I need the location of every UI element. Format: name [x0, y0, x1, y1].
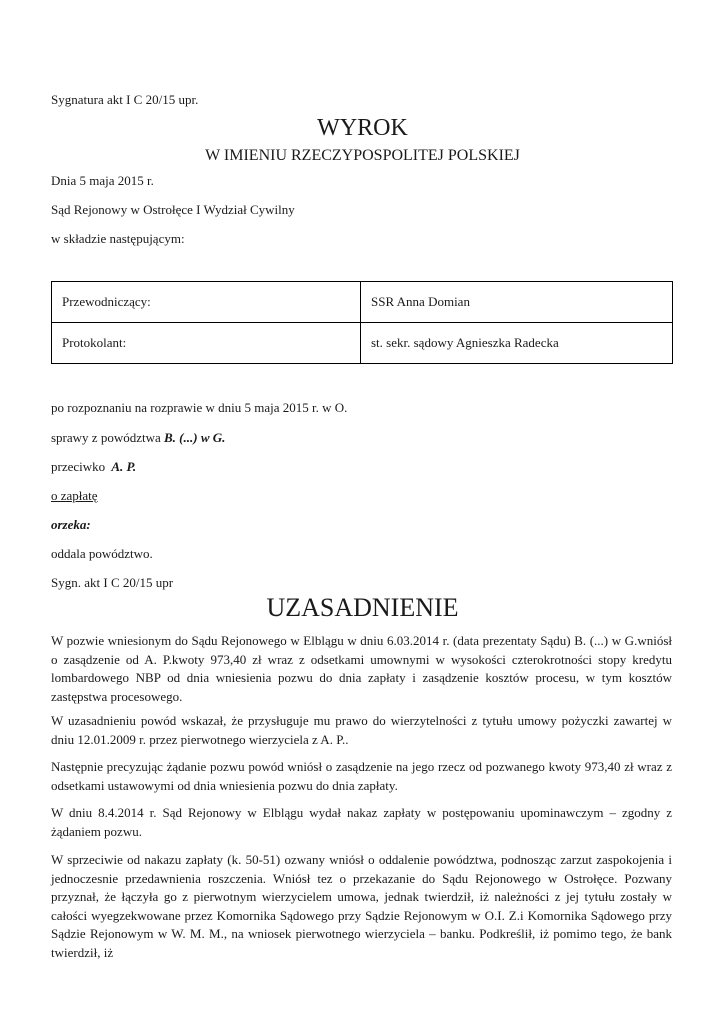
justification-paragraph: W dniu 8.4.2014 r. Sąd Rejonowy w Elblągu wydał nakaz zapłaty w postępowaniu upominawczym – zgodny z żądaniem pozwu. [51, 805, 672, 839]
justification-paragraph: Następnie precyzując żądanie pozwu powód wniósł o zasądzenie na jego rzecz od pozwanego kwoty 973,40 zł wraz z odsetkami ustawowymi od dnia wniesienia pozwu do dnia zapłaty. [51, 759, 672, 793]
justification-paragraph: W pozwie wniesionym do Sądu Rejonowego w Elblągu w dniu 6.03.2014 r. (data prezentaty Sądu) B. (...) w G.wniósł o zasądzenie od A. P.kwoty 973,40 zł wraz z odsetkami umownymi w wysokości czterokrotności stopy kredytu lombardowego NBP od dnia wniesienia pozwu do dnia zapłaty i zasądzenie kosztów procesu, w tym kosztów zastępstwa procesowego. [51, 633, 672, 704]
against-line [51, 459, 136, 475]
case-signature: Sygnatura akt I C 20/15 upr. [51, 92, 199, 107]
against-prefix: przeciwko [51, 459, 106, 474]
claim-line [51, 430, 225, 446]
judgment-title: WYROK [317, 115, 408, 141]
panel-role: Przewodniczący: [52, 282, 361, 323]
justification-title: UZASADNIENIE [266, 593, 459, 622]
panel-person: st. sekr. sądowy Agnieszka Radecka [361, 323, 673, 364]
claim-prefix: sprawy z powództwa [51, 430, 161, 445]
case-subject: o zapłatę [51, 488, 98, 503]
justification-paragraph: W uzasadnieniu powód wskazał, że przysługuje mu prawo do wierzytelności z tytułu umowy pożyczki zawartej w dniu 12.01.2009 r. przez pierwotnego wierzyciela z A. P.. [51, 713, 672, 747]
case-signature-short: Sygn. akt I C 20/15 upr [51, 575, 174, 590]
hearing-info: po rozpoznaniu na rozprawie w dniu 5 maja 2015 r. w O. [51, 400, 348, 415]
panel-table [51, 281, 673, 364]
panel-role: Protokolant: [52, 323, 361, 364]
court-name: Sąd Rejonowy w Ostrołęce I Wydział Cywilny [51, 202, 295, 217]
panel-person: SSR Anna Domian [361, 282, 673, 323]
composition-intro: w składzie następującym: [51, 231, 185, 246]
table-row [52, 282, 673, 323]
plaintiff-name: B. (...) w G. [164, 430, 226, 445]
judgment-subtitle: W IMIENIU RZECZYPOSPOLITEJ POLSKIEJ [205, 147, 520, 164]
ruling-text: oddala powództwo. [51, 546, 153, 561]
judgment-date: Dnia 5 maja 2015 r. [51, 173, 154, 188]
ruling-label: orzeka: [51, 517, 91, 532]
defendant-name: A. P. [111, 459, 137, 474]
table-row [52, 323, 673, 364]
justification-paragraph: W sprzeciwie od nakazu zapłaty (k. 50-51) ozwany wniósł o oddalenie powództwa, podnosząc zarzut zaspokojenia i jednoczesnie przedawnienia roszczenia. Wniósł tez o przekazanie do Sądu Rejonowego w Ostrołęce. Pozwany przyznał, że łączyła go z pierwotnym wierzycielem umowa, jednak twierdził, iż należności z jej tytułu zostały w całości wyegzekwowane przez Komornika Sądowego przy Sądzie Rejonowym w O.I. Z.i Komornika Sądowego przy Sądzie Rejonowym w W. M. M., na wniosek pierwotnego wierzyciela – banku. Podkreślił, iż pomimo tego, że bank twierdził, iż [51, 852, 672, 960]
